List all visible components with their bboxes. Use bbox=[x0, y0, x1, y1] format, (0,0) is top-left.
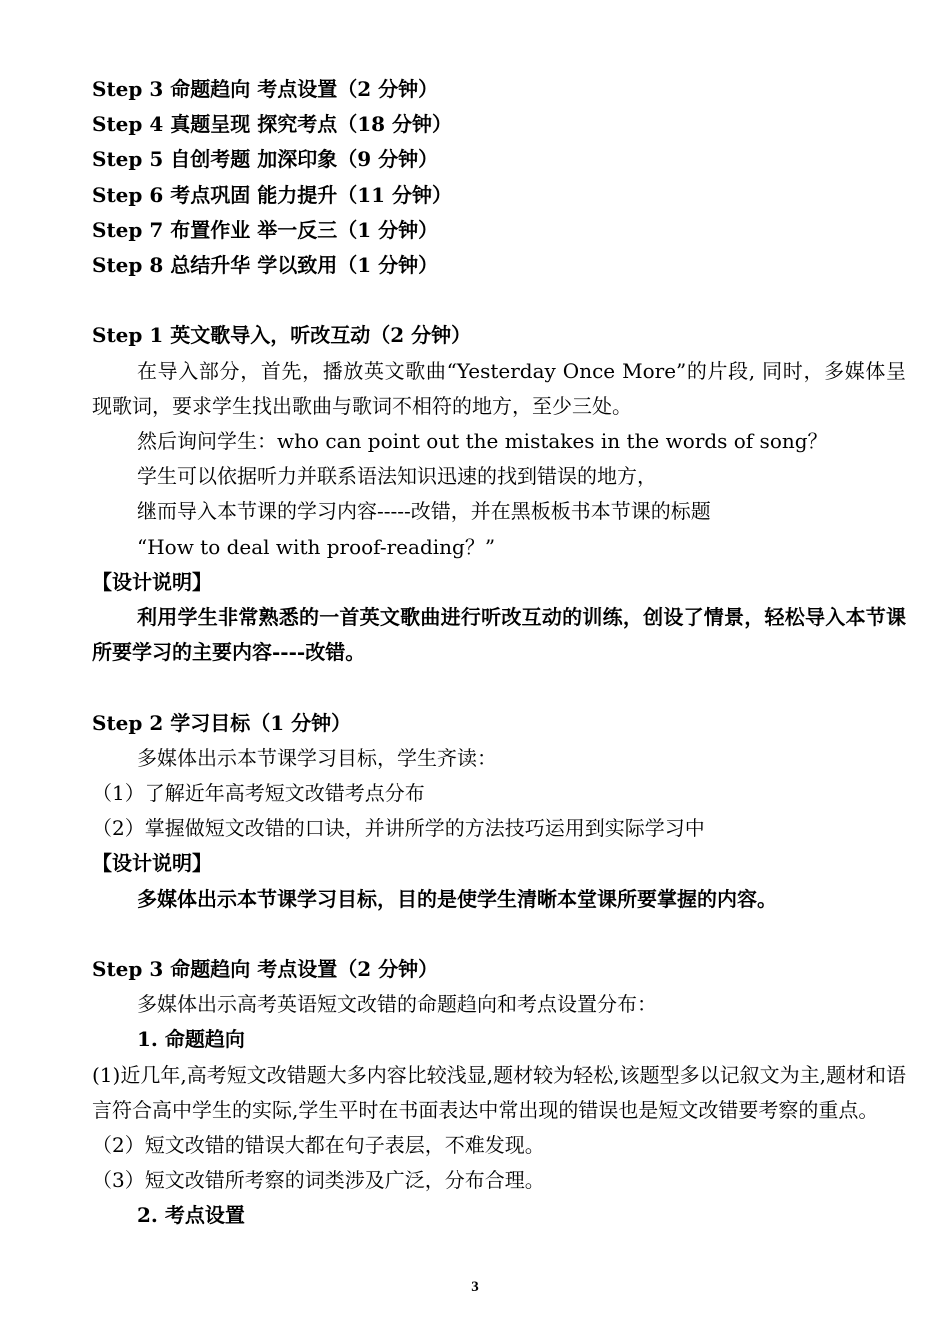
step1-topic-line: 继而导入本节课的学习内容-----改错，并在黑板板书本节课的标题 bbox=[137, 499, 711, 524]
step3-subheading-trend: 1. 命题趋向 bbox=[137, 1027, 245, 1052]
outline-step-5: Step 5 自创考题 加深印象（9 分钟） bbox=[92, 147, 439, 172]
step2-goal-2: （2）掌握做短文改错的口诀，并讲所学的方法技巧运用到实际学习中 bbox=[92, 816, 705, 841]
step1-student-line: 学生可以依据听力并联系语法知识迅速的找到错误的地方， bbox=[137, 464, 657, 489]
step1-design-label: 【设计说明】 bbox=[92, 569, 212, 594]
step3-item-2: （2）短文改错的错误大都在句子表层，不难发现。 bbox=[92, 1133, 545, 1158]
spacer bbox=[92, 917, 906, 952]
step2-design-label: 【设计说明】 bbox=[92, 851, 212, 876]
step1-design-text: 利用学生非常熟悉的一首英文歌曲进行听改互动的训练，创设了情景，轻松导入本节课所要学习的主要内容----改错。 bbox=[92, 605, 906, 665]
outline-step-8: Step 8 总结升华 学以致用（1 分钟） bbox=[92, 253, 439, 278]
outline-step-7: Step 7 布置作业 举一反三（1 分钟） bbox=[92, 217, 439, 242]
step3-intro: 多媒体出示高考英语短文改错的命题趋向和考点设置分布： bbox=[137, 992, 657, 1017]
step2-heading: Step 2 学习目标（1 分钟） bbox=[92, 710, 352, 735]
step3-item-1: (1)近几年,高考短文改错题大多内容比较浅显,题材较为轻松,该题型多以记叙文为主,题材和语言符合高中学生的实际,学生平时在书面表达中常出现的错误也是短文改错要考察的重点。 bbox=[92, 1062, 906, 1122]
outline-step-4: Step 4 真题呈现 探究考点（18 分钟） bbox=[92, 112, 452, 137]
step1-question-line: 然后询问学生：who can point out the mistakes in the words of song？ bbox=[137, 429, 828, 454]
step3-subheading-points: 2. 考点设置 bbox=[137, 1203, 245, 1228]
spacer bbox=[92, 283, 906, 318]
step2-design-text: 多媒体出示本节课学习目标，目的是使学生清晰本堂课所要掌握的内容。 bbox=[137, 886, 777, 911]
step1-heading: Step 1 英文歌导入，听改互动（2 分钟） bbox=[92, 323, 472, 348]
step1-paragraph: 在导入部分，首先，播放英文歌曲“Yesterday Once More”的片段, 同时，多媒体呈现歌词，要求学生找出歌曲与歌词不相符的地方，至少三处。 bbox=[92, 358, 906, 418]
step3-heading: Step 3 命题趋向 考点设置（2 分钟） bbox=[92, 957, 439, 982]
spacer bbox=[92, 670, 906, 705]
step2-goal-1: （1）了解近年高考短文改错考点分布 bbox=[92, 781, 425, 806]
outline-step-6: Step 6 考点巩固 能力提升（11 分钟） bbox=[92, 182, 452, 207]
page-number: 3 bbox=[471, 1279, 479, 1295]
step1-title-line: “How to deal with proof-reading？” bbox=[137, 534, 496, 559]
step3-item-3: （3）短文改错所考察的词类涉及广泛，分布合理。 bbox=[92, 1168, 545, 1193]
document-page bbox=[92, 72, 906, 1234]
step2-intro: 多媒体出示本节课学习目标，学生齐读： bbox=[137, 745, 497, 770]
outline-step-3: Step 3 命题趋向 考点设置（2 分钟） bbox=[92, 77, 439, 101]
